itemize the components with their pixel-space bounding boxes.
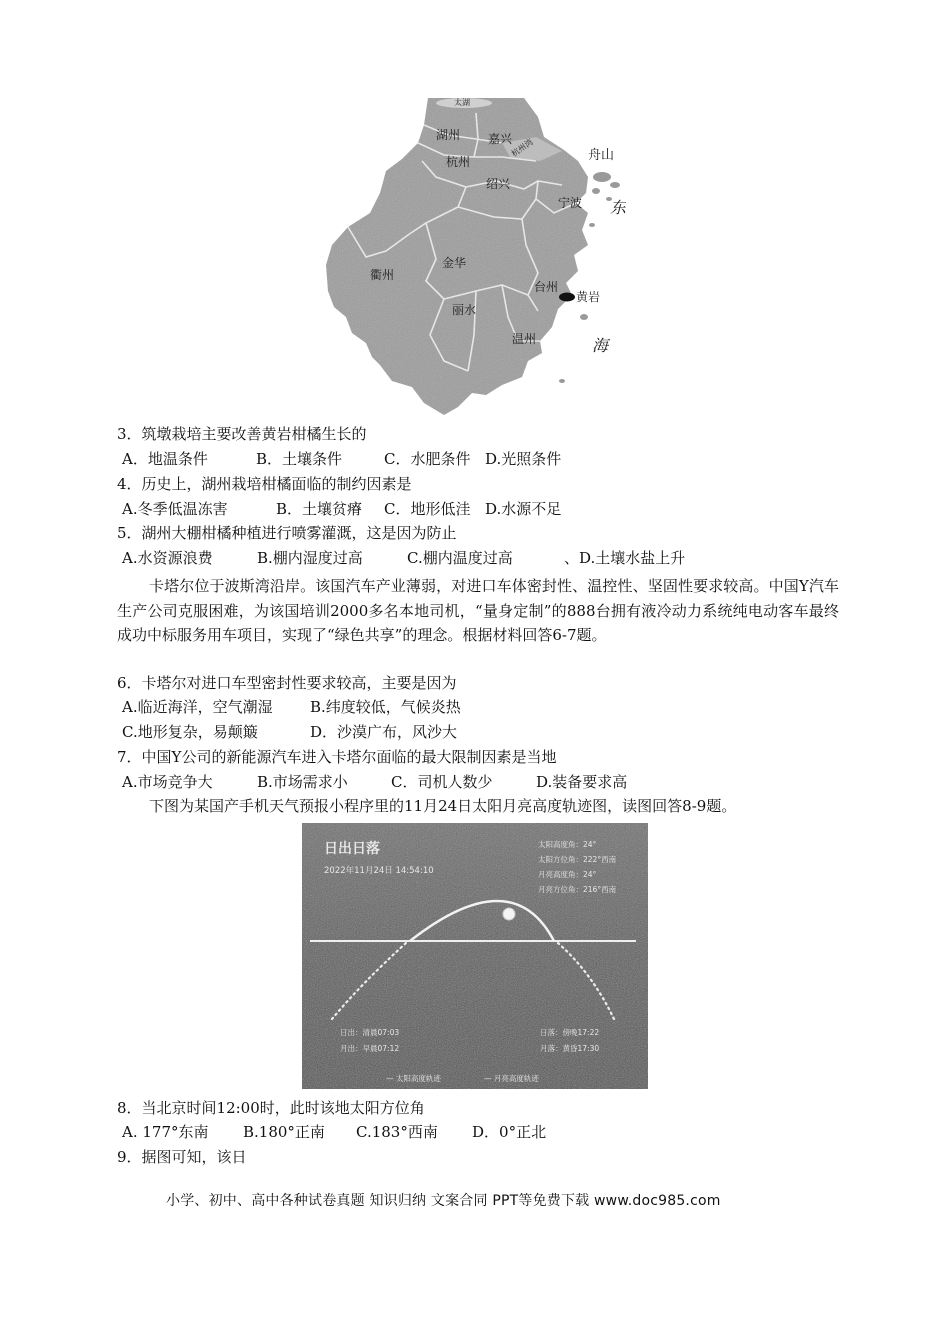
moonset-time: 月落：黄昏17:30: [540, 1044, 600, 1053]
q6-option-c: C.地形复杂，易颠簸: [122, 723, 258, 741]
legend-moon-track: — 月亮高度轨迹: [484, 1074, 539, 1083]
q8-option-c: C.183°西南: [356, 1123, 438, 1141]
q7-option-a: A.市场竞争大: [122, 773, 213, 791]
label-quzhou: 衢州: [370, 268, 395, 282]
sunrise-time: 日出：清晨07:03: [340, 1028, 400, 1037]
q5-stem: 5．湖州大棚柑橘种植进行喷雾灌溉，这是因为防止: [117, 524, 457, 542]
moon-altitude: 月亮高度角：24°: [538, 870, 597, 879]
label-zhoushan: 舟山: [588, 148, 615, 163]
q9-stem: 9．据图可知，该日: [117, 1148, 247, 1166]
material-sunmoon: 下图为某国产手机天气预报小程序里的11月24日太阳月亮高度轨迹图，读图回答8-9题。: [149, 797, 737, 815]
q8-option-b: B.180°正南: [243, 1123, 325, 1141]
q8-stem: 8．当北京时间12:00时，此时该地太阳方位角: [117, 1099, 425, 1117]
q7-option-b: B.市场需求小: [257, 773, 348, 791]
q4-stem: 4．历史上，湖州栽培柑橘面临的制约因素是: [117, 475, 412, 493]
zhejiang-map: [326, 95, 626, 417]
q6-option-d: D．沙漠广布，风沙大: [310, 723, 458, 741]
q3-option-c: C．水肥条件: [384, 450, 471, 468]
label-huangyan: 黄岩: [576, 290, 601, 304]
sun-moon-widget-photo: [302, 823, 648, 1089]
q3-option-b: B．土壤条件: [256, 450, 343, 468]
q4-option-d: D.水源不足: [485, 500, 562, 518]
sun-icon: [503, 908, 515, 920]
label-shaoxing: 绍兴: [486, 177, 511, 191]
widget-title: 日出日落: [324, 841, 380, 857]
page-footer: 小学、初中、高中各种试卷真题 知识归纳 文案合同 PPT等免费下载 www.doc985.com: [166, 1193, 721, 1209]
q7-option-d: D.装备要求高: [536, 773, 628, 791]
q8-option-d: D．0°正北: [472, 1123, 547, 1141]
q3-option-a: A．地温条件: [122, 450, 208, 468]
sun-altitude: 太阳高度角：24°: [538, 840, 597, 849]
label-hai: 海: [592, 336, 609, 355]
sun-azimuth: 太阳方位角：222°西南: [538, 855, 617, 864]
legend-sun-track: — 太阳高度轨迹: [386, 1074, 441, 1083]
label-jinhua: 金华: [442, 256, 467, 270]
q7-option-c: C．司机人数少: [391, 773, 493, 791]
q5-option-b: B.棚内湿度过高: [257, 549, 363, 567]
label-huzhou: 湖州: [436, 128, 461, 142]
q4-option-c: C．地形低洼: [384, 500, 471, 518]
q5-option-a: A.水资源浪费: [122, 549, 213, 567]
q6-option-b: B.纬度较低，气候炎热: [310, 698, 461, 716]
label-taizhou: 台州: [534, 280, 559, 294]
q6-option-a: A.临近海洋，空气潮湿: [122, 698, 273, 716]
moonrise-time: 月出：早晨07:12: [340, 1044, 400, 1053]
q7-stem: 7．中国Y公司的新能源汽车进入卡塔尔面临的最大限制因素是当地: [117, 748, 557, 766]
q6-stem: 6．卡塔尔对进口车型密封性要求较高，主要是因为: [117, 674, 457, 692]
widget-datetime: 2022年11月24日 14:54:10: [324, 866, 434, 876]
label-lishui: 丽水: [452, 303, 477, 317]
label-taihu: 太湖: [454, 98, 470, 107]
label-hangzhouwan: 杭州湾: [509, 137, 535, 159]
q4-option-a: A.冬季低温冻害: [122, 500, 228, 518]
moon-azimuth: 月亮方位角：216°西南: [538, 885, 617, 894]
label-jiaxing: 嘉兴: [488, 132, 513, 146]
label-wenzhou: 温州: [512, 332, 537, 346]
label-dong: 东: [610, 198, 626, 217]
q3-stem: 3．筑墩栽培主要改善黄岩柑橘生长的: [117, 425, 367, 443]
q8-option-a: A. 177°东南: [122, 1123, 209, 1141]
material-qatar: 卡塔尔位于波斯湾沿岸。该国汽车产业薄弱，对进口车体密封性、温控性、坚固性要求较高。中国Y汽车生产公司克服困难，为该国培训2000多名本地司机，“量身定制”的888台拥有液冷动力系统纯电动客车最终成功中标服务用车项目，实现了“绿色共享”的理念。根据材料回答6-7题。: [117, 577, 839, 644]
huangyan-marker: [559, 293, 575, 302]
q4-option-b: B．土壤贫瘠: [276, 500, 363, 518]
label-ningbo: 宁波: [558, 196, 583, 210]
q5-option-c: C.棚内温度过高: [407, 549, 513, 567]
label-hangzhou: 杭州: [446, 155, 471, 169]
q5-option-d: 、D.土壤水盐上升: [564, 549, 686, 567]
q3-option-d: D.光照条件: [485, 450, 562, 468]
sunset-time: 日落：傍晚17:22: [540, 1028, 600, 1037]
